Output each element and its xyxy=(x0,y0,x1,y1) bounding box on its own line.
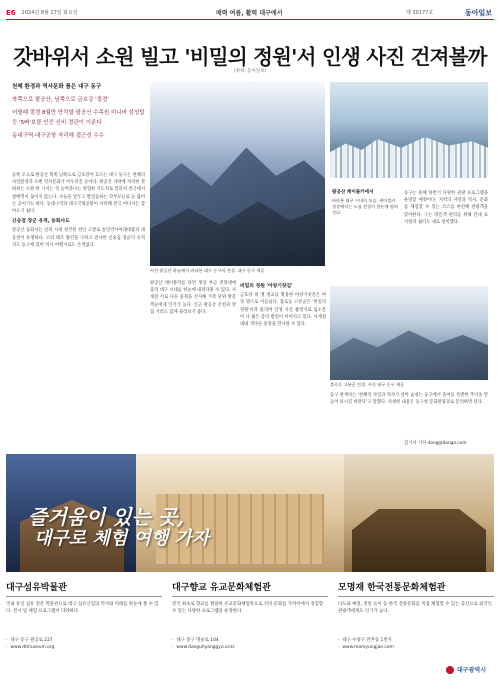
issue-number: 제 30177호 xyxy=(406,10,434,16)
headline-credit: (취재: 동아일보) xyxy=(233,69,267,74)
venue-name: 대구향교 유교문화체험관 xyxy=(172,578,328,597)
column-3-text: 금호강 위 옛 철교를 활용한 아양기찻길은 야경 명소로 이름났다. 불로동 고분군은 '비밀의 정원'이라 불리며 인생 사진 촬영지로 입소문이 나 젊은 층의 발길이 이어지고 있다. 사계절 내내 색다른 풍경을 만나볼 수 있다. xyxy=(240,293,326,328)
venue-description: 전국 최초로 향교를 활용한 유교문화체험관으로 선비 문화를 가까이에서 경험할 수 있는 다양한 프로그램을 운영한다. xyxy=(172,602,324,614)
article-column-2 xyxy=(150,280,236,448)
article-column-3 xyxy=(240,280,326,448)
column-1-text: 동쪽 모으로 팔공산 북쪽 남쪽으로 금호강이 흐르는 대구 동구는 천혜의 자연환경과 오랜 역사문화가 어우러진 곳이다. 팔공산 자락에 자리한 갓바위는 소원 한 가지는 꼭 들어준다는 영험한 기도처로 알려져 전국에서 참배객이 끊이지 않는다. 수능을 앞두고 발걸음하는 학부모들로 늘 붐비는 곳이기도 하다. 동대구역과 대구국제공항이 자리해 전국 어디서든 찾아오기 쉽다. xyxy=(12,173,145,215)
city-logo-text: 대구광역시 xyxy=(457,666,486,674)
venue-address: · 대구 중구 명륜로 104 xyxy=(172,637,328,644)
subheading-2: 비밀의 정원 '아양기찻길' xyxy=(240,284,293,289)
photo-caption-2 xyxy=(332,190,398,216)
banner-title xyxy=(28,506,209,550)
venue-card xyxy=(172,578,328,678)
headline: 갓바위서 소원 빌고 '비밀의 정원'서 인생 사진 건져볼까 xyxy=(13,45,487,69)
venue-description: 다도와 예절, 전통 놀이 등 한국 전통문화를 직접 체험할 수 있는 공간으로 외국인 관광객에게도 인기가 높다. xyxy=(338,602,492,614)
caption-2-title: 팔공산 케이블카에서 xyxy=(332,190,374,195)
venue-address: · 대구 수성구 만촌동 1번지 xyxy=(338,637,494,644)
venue-cards xyxy=(6,578,494,678)
photo-caption-1: 사진 팔공산 하늘에서 바라본 대구 동구의 전경. 대구 동구 제공 xyxy=(150,268,265,273)
mountain-aerial-photo xyxy=(150,82,325,266)
banner-line-1: 즐거움이 있는 곳, xyxy=(28,505,185,529)
city-emblem-icon xyxy=(446,666,454,674)
daegu-city-logo xyxy=(446,665,486,675)
column-1b-text: 팔공산 동화사는 신라 시대 창건된 천년 고찰로 통일약사여래대불과 대웅전이 유명하다. 고려 태조 왕건을 구하고 전사한 신숭겸 장군의 유적지도 동구에 있어 역사 여행지로도 손색없다. xyxy=(12,228,145,248)
venue-name: 대구섬유박물관 xyxy=(6,578,162,597)
article-column-4 xyxy=(404,190,488,282)
venue-url[interactable]: · www.dtmuseum.org xyxy=(6,644,162,651)
column-4-text: 동구는 올해 하반기 다양한 관광 프로그램을 운영할 예정이다. 지역의 자연과 역사, 문화를 체험할 수 있는 코스를 마련해 관광객을 맞이한다. 구는 방문객 편의를 위해 안내 표지판과 쉼터도 새로 정비했다. xyxy=(404,191,488,225)
cable-car-city-photo xyxy=(330,82,488,178)
column-2-text: 팔공산 케이블카를 타면 정상 부근 전망대에 올라 대구 시내를 한눈에 내려다볼 수 있다. 사계절 서로 다른 풍경을 선사해 가족 단위 방문객들에게 인기가 높다. 인근 팔공산 온천과 맛집 거리도 함께 둘러보기 좋다. xyxy=(150,281,236,315)
venue-name: 모명재 한국전통문화체험관 xyxy=(338,578,494,597)
momyungjae-photo xyxy=(344,454,494,572)
issue-date: 2024년 8월 27일 화요일 xyxy=(21,10,78,16)
venue-card xyxy=(338,578,494,678)
tomb-park-photo xyxy=(330,286,488,380)
article-column-1 xyxy=(12,172,145,448)
venue-url[interactable]: · www.daeguhyanggyo.or.kr xyxy=(172,644,328,651)
deck-line-4: 동대구역·대구공항 자리해 접근성 우수 xyxy=(12,133,105,139)
page-number: E6 xyxy=(6,8,16,17)
newspaper-logo: 동아일보 xyxy=(464,8,492,17)
venue-url[interactable]: · www.momyungjae.com xyxy=(338,644,494,651)
deck-line-2: 북쪽으로 팔공산, 남쪽으로 금호강 '절경' xyxy=(12,97,109,103)
venue-card xyxy=(6,578,162,678)
venue-info xyxy=(172,637,328,651)
photo-caption-3: 불로동 고분군 전경. 사진 대구 동구 제공 xyxy=(330,382,405,387)
deck-line-1: 천혜 환경과 역사문화 품은 대구 동구 xyxy=(12,84,102,90)
venue-info xyxy=(338,637,494,651)
deck-line-3: 어릴때 절경 8월만 만끽할 팔공산 수목원 미니버 삼성탑 등 '5빠'보물 인증 신비 경관이 이룬다 xyxy=(12,110,145,126)
ad-banner xyxy=(6,454,494,572)
section-title: 매력 여름, 활력 대구에서 xyxy=(216,10,283,17)
caption-2-text: 바라본 대구 시내의 모습. 케이블카 정상에서는 도심 전경이 한눈에 펼쳐진다. xyxy=(332,198,399,215)
column-5-text: 동구 관계자는 '천혜의 자연과 역사가 살아 숨쉬는 동구에서 올여름 특별한 추억을 만들어 보시길 바란다'고 말했다. 자세한 내용은 동구청 문화관광과로 문의하면 된다. xyxy=(330,393,488,406)
venue-info xyxy=(6,637,162,651)
deck xyxy=(12,82,148,144)
subheading-1: 신숭겸 장군 유적, 동화사도 xyxy=(12,219,70,225)
byline: 김기자 기자 dong@donga.com xyxy=(404,441,467,446)
venue-address: · 대구 동구 팔공로 227 xyxy=(6,637,162,644)
banner-line-2: 대구로 체험 여행 가자 xyxy=(34,528,210,549)
venue-description: 국내 유일 섬유 전문 박물관으로 대구 섬유산업의 역사와 미래를 한눈에 볼 수 있다. 전시 및 체험 프로그램이 다양하다. xyxy=(6,602,159,614)
page-header xyxy=(6,6,494,20)
